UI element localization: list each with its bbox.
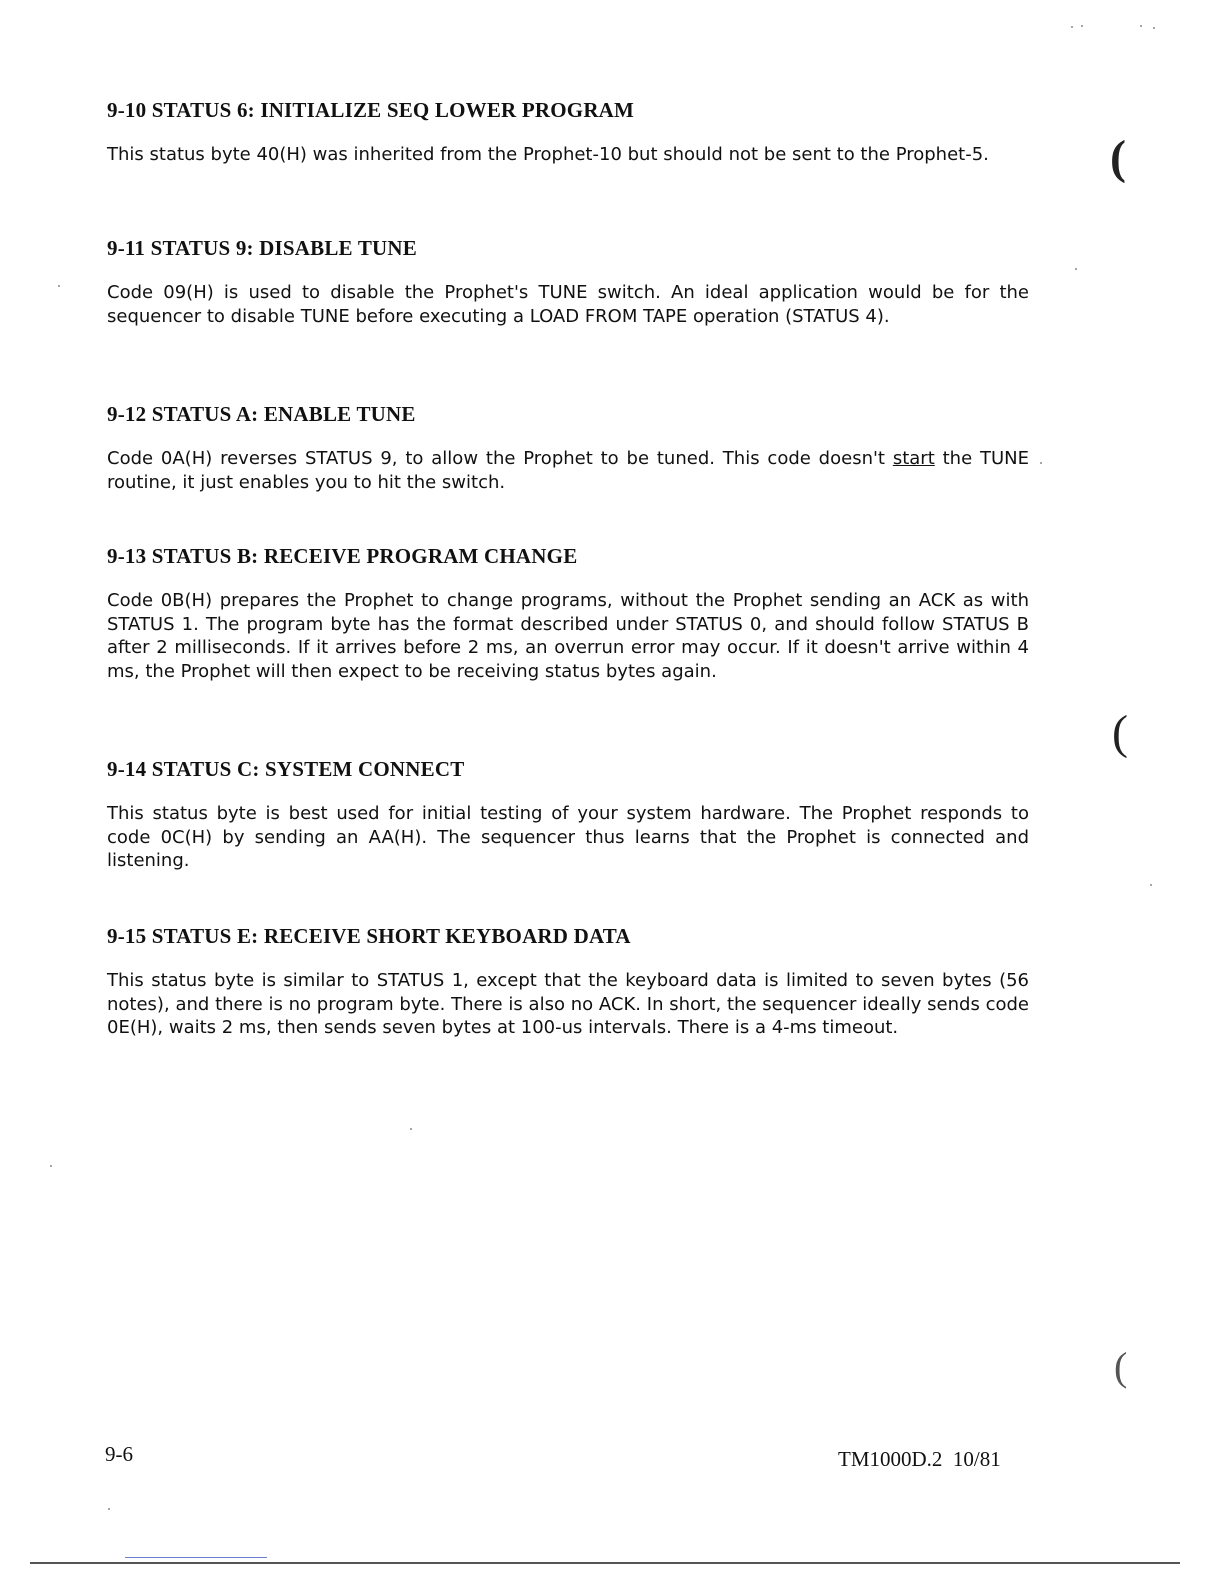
body-text-end: the TUNE routine, it just enables you to hit the switch. — [107, 448, 1029, 493]
scan-speck — [108, 1508, 110, 1510]
section-heading: 9-13 STATUS B: RECEIVE PROGRAM CHANGE — [107, 544, 578, 568]
section-9-10 — [107, 98, 1029, 167]
binder-hole-mark-icon: ( — [1110, 131, 1126, 184]
section-heading: 9-10 STATUS 6: INITIALIZE SEQ LOWER PROGRAM — [107, 98, 635, 122]
section-9-12 — [107, 402, 1029, 494]
scan-speck — [1153, 27, 1155, 29]
scan-speck — [1071, 26, 1073, 28]
section-heading: 9-11 STATUS 9: DISABLE TUNE — [107, 236, 417, 260]
section-body — [107, 447, 1029, 494]
section-body: This status byte is similar to STATUS 1, except that the keyboard data is limited to seven bytes (56 notes), and there is no program byte. There is also no ACK. In short, the sequencer ideally sends code 0E(H), waits 2 ms, then sends seven bytes at 100-us intervals. There is a 4-ms timeout. — [107, 970, 1029, 1038]
scan-speck — [410, 1128, 412, 1130]
scan-speck — [1081, 25, 1083, 27]
scan-speck — [50, 1165, 52, 1167]
section-heading: 9-12 STATUS A: ENABLE TUNE — [107, 402, 416, 426]
scan-speck — [58, 285, 60, 287]
section-heading: 9-14 STATUS C: SYSTEM CONNECT — [107, 757, 465, 781]
section-heading: 9-15 STATUS E: RECEIVE SHORT KEYBOARD DATA — [107, 924, 631, 948]
section-9-15 — [107, 924, 1029, 1040]
section-9-11 — [107, 236, 1029, 328]
document-id: TM1000D.2 10/81 — [838, 1447, 1001, 1471]
section-9-14 — [107, 757, 1029, 873]
section-body: Code 09(H) is used to disable the Prophet's TUNE switch. An ideal application would be for the sequencer to disable TUNE before executing a LOAD FROM TAPE operation (STATUS 4). — [107, 282, 1029, 327]
scan-speck — [1040, 462, 1042, 464]
scan-edge-line — [30, 1562, 1180, 1564]
section-body: This status byte 40(H) was inherited from the Prophet-10 but should not be sent to the Prophet-5. — [107, 144, 989, 165]
page-number: 9-6 — [105, 1442, 133, 1466]
binder-hole-mark-icon: ( — [1114, 1344, 1128, 1389]
scan-speck — [1075, 268, 1077, 270]
underlined-word: start — [892, 448, 935, 469]
section-9-13 — [107, 544, 1029, 683]
scan-speck — [1140, 25, 1142, 27]
body-text-start: Code 0A(H) reverses STATUS 9, to allow the Prophet to be tuned. This code doesn't — [107, 448, 893, 469]
scan-edge-line — [125, 1557, 267, 1558]
section-body: Code 0B(H) prepares the Prophet to change programs, without the Prophet sending an ACK as with STATUS 1. The program byte has the format described under STATUS 0, and should follow STATUS B after 2 milliseconds. If it arrives before 2 ms, an overrun error may occur. If it doesn't arrive within 4 ms, the Prophet will then expect to be receiving status bytes again. — [107, 590, 1029, 682]
binder-hole-mark-icon: ( — [1112, 706, 1128, 759]
section-body: This status byte is best used for initial testing of your system hardware. The Prophet responds to code 0C(H) by sending an AA(H). The sequencer thus learns that the Prophet is connected and listening. — [107, 803, 1029, 871]
scan-speck — [1150, 884, 1152, 886]
